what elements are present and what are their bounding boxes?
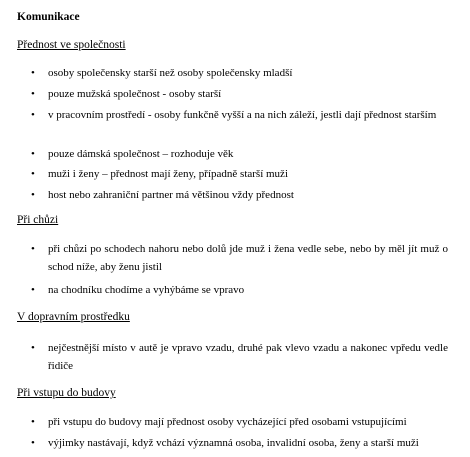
bullet-icon: •: [31, 284, 35, 296]
list-item: v pracovním prostředí - osoby funkčně vyšší a na nich záleží, jestli dají přednost starším: [48, 109, 437, 121]
bullet-icon: •: [31, 88, 35, 100]
list-item: na chodníku chodíme a vyhýbáme se vpravo: [48, 284, 245, 296]
section-heading-walking: Při chůzi: [17, 214, 59, 226]
list-item: osoby společensky starší než osoby společensky mladší: [48, 67, 293, 79]
list-item: při vstupu do budovy mají přednost osoby vycházející před osobami vstupujícími: [48, 416, 407, 428]
bullet-icon: •: [31, 109, 35, 121]
section-heading-precedence: Přednost ve společnosti: [17, 39, 126, 51]
list-item: muži i ženy – přednost mají ženy, případně starší muži: [48, 168, 288, 180]
bullet-icon: •: [31, 437, 35, 449]
list-item: nejčestnější místo v autě je vpravo vzadu, druhé pak vlevo vzadu a nakonec vpředu vedle řidiče: [48, 342, 448, 372]
document-title: Komunikace: [17, 11, 80, 23]
list-item: výjimky nastávají, když vchází významná osoba, invalidní osoba, ženy a starší muži: [48, 437, 419, 449]
list-item: pouze mužská společnost - osoby starší: [48, 88, 222, 100]
bullet-icon: •: [31, 67, 35, 79]
list-item: host nebo zahraniční partner má většinou vždy přednost: [48, 189, 294, 201]
bullet-icon: •: [31, 168, 35, 180]
section-heading-building-entry: Při vstupu do budovy: [17, 387, 116, 399]
bullet-icon: •: [31, 243, 35, 255]
bullet-icon: •: [31, 148, 35, 160]
bullet-icon: •: [31, 342, 35, 354]
list-item: při chůzi po schodech nahoru nebo dolů jde muž i žena vedle sebe, nebo by měl jít muž o schod níže, aby ženu jistil: [48, 243, 448, 273]
bullet-icon: •: [31, 416, 35, 428]
bullet-icon: •: [31, 189, 35, 201]
list-item: pouze dámská společnost – rozhoduje věk: [48, 148, 234, 160]
section-heading-transport: V dopravním prostředku: [17, 311, 130, 323]
